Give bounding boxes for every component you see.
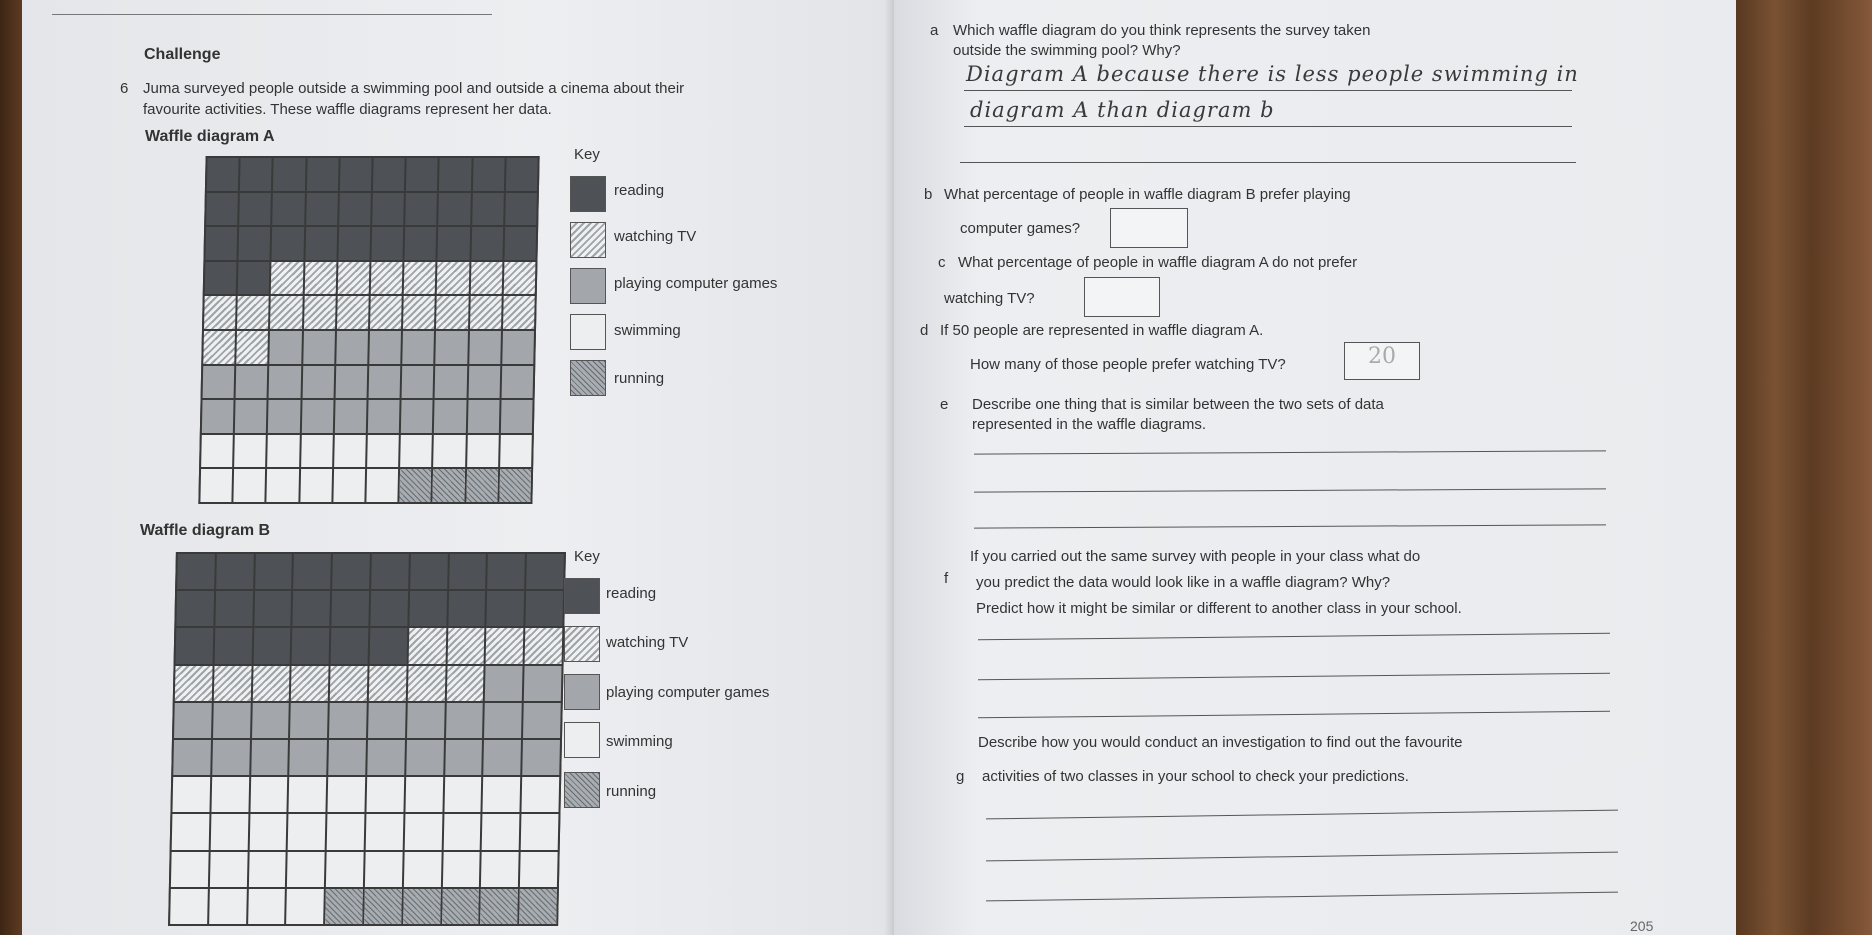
waffle-cell-reading <box>439 193 471 226</box>
waffle-cell-swimming <box>333 469 365 502</box>
waffle-cell-swimming <box>481 852 519 887</box>
waffle-cell-watching-tv <box>447 628 485 663</box>
waffle-cell-swimming <box>366 777 404 812</box>
waffle-cell-swimming <box>287 889 325 924</box>
waffle-cell-reading <box>505 193 537 226</box>
waffle-cell-watching-tv <box>237 296 269 329</box>
waffle-cell-swimming <box>366 814 404 849</box>
waffle-cell-playing-games <box>335 400 367 433</box>
waffle-cell-swimming <box>267 469 299 502</box>
waffle-cell-reading <box>472 193 504 226</box>
waffle-cell-playing-games <box>501 366 533 399</box>
answer-e-rule-1[interactable] <box>974 450 1606 454</box>
waffle-cell-swimming <box>268 435 300 468</box>
waffle-cell-watching-tv <box>408 628 446 663</box>
waffle-cell-swimming <box>300 469 332 502</box>
waffle-cell-playing-games <box>236 366 268 399</box>
waffle-cell-playing-games <box>368 703 406 738</box>
waffle-cell-reading <box>273 158 305 191</box>
answer-c-box[interactable] <box>1084 277 1160 317</box>
waffle-cell-reading <box>205 227 237 260</box>
waffle-cell-swimming <box>442 852 480 887</box>
waffle-cell-playing-games <box>467 400 499 433</box>
waffle-cell-swimming <box>467 435 499 468</box>
waffle-cell-reading <box>205 262 237 295</box>
question-d-letter: d <box>920 322 929 339</box>
waffle-cell-playing-games <box>484 703 522 738</box>
question-d-line-2: How many of those people prefer watching TV? <box>970 356 1286 373</box>
waffle-cell-reading <box>332 591 370 626</box>
answer-a-rule-3[interactable] <box>960 162 1576 163</box>
question-b-line-2: computer games? <box>960 220 1081 237</box>
waffle-cell-watching-tv <box>175 666 213 701</box>
intro-line-2: favourite activities. These waffle diagrams represent her data. <box>143 101 552 118</box>
waffle-cell-swimming <box>288 814 326 849</box>
question-f-line-3: Predict how it might be similar or different to another class in your school. <box>976 600 1462 617</box>
waffle-cell-swimming <box>500 435 532 468</box>
key-b-swim-label: swimming <box>606 733 673 750</box>
waffle-cell-swimming <box>404 852 442 887</box>
waffle-cell-reading <box>449 554 487 589</box>
waffle-cell-watching-tv <box>304 262 336 295</box>
waffle-cell-swimming <box>327 814 365 849</box>
waffle-cell-watching-tv <box>404 262 436 295</box>
waffle-cell-swimming <box>444 777 482 812</box>
key-a-swim-swatch <box>570 314 606 350</box>
key-a-reading-label: reading <box>614 182 665 199</box>
waffle-cell-running <box>364 889 402 924</box>
waffle-cell-playing-games <box>501 400 533 433</box>
waffle-cell-reading <box>255 554 293 589</box>
waffle-cell-swimming <box>366 469 398 502</box>
waffle-cell-playing-games <box>402 366 434 399</box>
waffle-cell-running <box>481 889 519 924</box>
waffle-cell-watching-tv <box>503 296 535 329</box>
waffle-cell-reading <box>371 554 409 589</box>
waffle-cell-watching-tv <box>470 262 502 295</box>
waffle-cell-watching-tv <box>338 262 370 295</box>
waffle-cell-reading <box>332 554 370 589</box>
question-c-line-1: What percentage of people in waffle diagram A do not prefer <box>958 254 1358 271</box>
waffle-cell-playing-games <box>301 400 333 433</box>
waffle-cell-reading <box>176 591 214 626</box>
left-page <box>22 0 894 935</box>
waffle-cell-reading <box>238 262 270 295</box>
waffle-cell-reading <box>253 628 291 663</box>
waffle-cell-reading <box>372 193 404 226</box>
waffle-cell-swimming <box>482 814 520 849</box>
question-f-line-2: you predict the data would look like in a waffle diagram? Why? <box>976 574 1391 591</box>
waffle-cell-swimming <box>328 777 366 812</box>
waffle-cell-playing-games <box>203 366 235 399</box>
waffle-cell-playing-games <box>402 331 434 364</box>
waffle-cell-swimming <box>172 814 210 849</box>
answer-e-rule-2[interactable] <box>974 488 1606 492</box>
waffle-cell-playing-games <box>484 740 522 775</box>
waffle-cell-swimming <box>211 777 249 812</box>
waffle-cell-watching-tv <box>370 296 402 329</box>
waffle-cell-reading <box>409 591 447 626</box>
waffle-cell-playing-games <box>446 703 484 738</box>
waffle-cell-playing-games <box>269 366 301 399</box>
waffle-cell-swimming <box>170 889 208 924</box>
waffle-cell-watching-tv <box>214 666 252 701</box>
waffle-cell-watching-tv <box>203 331 235 364</box>
question-c-line-2: watching TV? <box>944 290 1035 307</box>
waffle-cell-watching-tv <box>437 262 469 295</box>
waffle-cell-playing-games <box>235 400 267 433</box>
waffle-cell-watching-tv <box>204 296 236 329</box>
waffle-cell-reading <box>207 158 239 191</box>
page-number: 205 <box>1630 918 1654 934</box>
waffle-cell-playing-games <box>329 703 367 738</box>
waffle-cell-swimming <box>210 852 248 887</box>
waffle-cell-reading <box>177 554 215 589</box>
waffle-cell-playing-games <box>469 331 501 364</box>
waffle-cell-reading <box>471 227 503 260</box>
waffle-cell-reading <box>214 628 252 663</box>
waffle-cell-swimming <box>521 814 559 849</box>
waffle-cell-reading <box>254 591 292 626</box>
waffle-cell-playing-games <box>290 740 328 775</box>
key-b-swim-swatch <box>564 722 600 758</box>
answer-g-rule-1[interactable] <box>986 810 1618 820</box>
waffle-cell-reading <box>240 158 272 191</box>
waffle-cell-swimming <box>443 814 481 849</box>
waffle-cell-playing-games <box>523 703 561 738</box>
waffle-cell-reading <box>339 193 371 226</box>
waffle-cell-reading <box>438 227 470 260</box>
question-b-letter: b <box>924 186 933 203</box>
waffle-cell-swimming <box>301 435 333 468</box>
waffle-cell-playing-games <box>406 740 444 775</box>
waffle-cell-playing-games <box>434 400 466 433</box>
key-b-games-swatch <box>564 674 600 710</box>
answer-f-rule-3[interactable] <box>978 711 1610 719</box>
waffle-cell-watching-tv <box>371 262 403 295</box>
waffle-cell-swimming <box>404 814 442 849</box>
waffle-cell-reading <box>448 591 486 626</box>
waffle-cell-playing-games <box>407 703 445 738</box>
waffle-cell-reading <box>239 227 271 260</box>
waffle-cell-watching-tv <box>270 296 302 329</box>
waffle-cell-playing-games <box>436 331 468 364</box>
answer-f-rule-2[interactable] <box>978 673 1610 681</box>
key-b-title: Key <box>574 548 600 565</box>
waffle-cell-playing-games <box>173 740 211 775</box>
key-a-games-label: playing computer games <box>614 275 778 292</box>
waffle-cell-running <box>433 469 465 502</box>
key-b-tv-swatch <box>564 626 600 662</box>
waffle-cell-swimming <box>522 777 560 812</box>
waffle-cell-running <box>519 889 557 924</box>
question-g-letter: g <box>956 768 965 785</box>
waffle-cell-watching-tv <box>304 296 336 329</box>
waffle-cell-reading <box>526 591 564 626</box>
waffle-cell-reading <box>370 628 408 663</box>
question-e-line-2: represented in the waffle diagrams. <box>972 416 1207 433</box>
waffle-cell-swimming <box>201 435 233 468</box>
intro-line-1: Juma surveyed people outside a swimming pool and outside a cinema about their <box>143 80 685 97</box>
waffle-cell-reading <box>292 628 330 663</box>
waffle-cell-playing-games <box>213 703 251 738</box>
waffle-cell-reading <box>272 227 304 260</box>
waffle-cell-reading <box>473 158 505 191</box>
waffle-cell-watching-tv <box>236 331 268 364</box>
answer-b-box[interactable] <box>1110 208 1188 248</box>
waffle-cell-reading <box>439 158 471 191</box>
waffle-cell-swimming <box>250 777 288 812</box>
waffle-cell-playing-games <box>268 400 300 433</box>
waffle-cell-playing-games <box>290 703 328 738</box>
waffle-cell-playing-games <box>336 331 368 364</box>
answer-f-rule-1[interactable] <box>978 633 1610 641</box>
waffle-cell-swimming <box>289 777 327 812</box>
question-e-line-1: Describe one thing that is similar between the two sets of data <box>972 396 1384 413</box>
waffle-cell-reading <box>305 227 337 260</box>
waffle-cell-reading <box>273 193 305 226</box>
answer-a-rule-1[interactable] <box>964 90 1572 91</box>
waffle-cell-swimming <box>209 889 247 924</box>
waffle-cell-swimming <box>172 777 210 812</box>
waffle-diagram-b <box>168 552 566 926</box>
waffle-cell-running <box>403 889 441 924</box>
waffle-cell-playing-games <box>485 666 523 701</box>
waffle-cell-reading <box>526 554 564 589</box>
waffle-cell-watching-tv <box>330 666 368 701</box>
waffle-cell-swimming <box>248 889 286 924</box>
key-a-games-swatch <box>570 268 606 304</box>
waffle-cell-reading <box>176 628 214 663</box>
key-a-title: Key <box>574 146 600 163</box>
waffle-cell-playing-games <box>202 400 234 433</box>
waffle-cell-reading <box>371 227 403 260</box>
waffle-cell-reading <box>338 227 370 260</box>
waffle-cell-watching-tv <box>337 296 369 329</box>
waffle-cell-playing-games <box>174 703 212 738</box>
question-number: 6 <box>120 80 129 97</box>
waffle-cell-playing-games <box>335 366 367 399</box>
waffle-cell-running <box>499 469 531 502</box>
question-c-letter: c <box>938 254 946 271</box>
waffle-cell-playing-games <box>367 740 405 775</box>
waffle-cell-reading <box>215 591 253 626</box>
waffle-cell-reading <box>206 193 238 226</box>
waffle-cell-reading <box>487 591 525 626</box>
waffle-cell-reading <box>405 227 437 260</box>
waffle-cell-playing-games <box>270 331 302 364</box>
key-a-tv-swatch <box>570 222 606 258</box>
waffle-cell-swimming <box>405 777 443 812</box>
waffle-cell-reading <box>373 158 405 191</box>
answer-a-rule-2[interactable] <box>964 126 1572 127</box>
waffle-cell-swimming <box>249 814 287 849</box>
page-top-rule <box>52 14 492 15</box>
waffle-cell-playing-games <box>212 740 250 775</box>
waffle-cell-playing-games <box>369 366 401 399</box>
waffle-cell-swimming <box>326 852 364 887</box>
waffle-cell-swimming <box>365 852 403 887</box>
waffle-cell-reading <box>370 591 408 626</box>
question-f-line-1: If you carried out the same survey with people in your class what do <box>970 548 1421 565</box>
waffle-cell-watching-tv <box>408 666 446 701</box>
waffle-cell-watching-tv <box>504 262 536 295</box>
waffle-cell-playing-games <box>252 703 290 738</box>
waffle-cell-playing-games <box>524 666 562 701</box>
waffle-cell-swimming <box>248 852 286 887</box>
waffle-cell-playing-games <box>445 740 483 775</box>
waffle-cell-reading <box>331 628 369 663</box>
waffle-cell-reading <box>293 591 331 626</box>
waffle-cell-reading <box>307 158 339 191</box>
answer-g-rule-2[interactable] <box>986 852 1618 862</box>
waffle-cell-playing-games <box>302 366 334 399</box>
waffle-cell-swimming <box>234 469 266 502</box>
waffle-cell-playing-games <box>328 740 366 775</box>
waffle-cell-playing-games <box>303 331 335 364</box>
waffle-cell-watching-tv <box>403 296 435 329</box>
waffle-cell-swimming <box>287 852 325 887</box>
waffle-cell-playing-games <box>502 331 534 364</box>
answer-e-rule-3[interactable] <box>974 524 1606 528</box>
question-f-letter: f <box>944 570 949 587</box>
waffle-cell-reading <box>306 193 338 226</box>
waffle-cell-reading <box>506 158 538 191</box>
waffle-cell-watching-tv <box>271 262 303 295</box>
key-b-reading-label: reading <box>606 585 657 602</box>
table-surface-right <box>1722 0 1872 935</box>
waffle-cell-swimming <box>171 852 209 887</box>
waffle-cell-running <box>466 469 498 502</box>
question-a-line-1: Which waffle diagram do you think represents the survey taken <box>953 22 1371 39</box>
waffle-cell-reading <box>216 554 254 589</box>
waffle-cell-running <box>325 889 363 924</box>
key-b-tv-label: watching TV <box>606 634 689 651</box>
key-b-reading-swatch <box>564 578 600 614</box>
waffle-cell-watching-tv <box>252 666 290 701</box>
waffle-cell-swimming <box>520 852 558 887</box>
waffle-cell-swimming <box>210 814 248 849</box>
waffle-cell-swimming <box>400 435 432 468</box>
question-g-line-2: activities of two classes in your school to check your predictions. <box>982 768 1409 785</box>
question-e-letter: e <box>940 396 949 413</box>
waffle-a-title: Waffle diagram A <box>145 128 275 145</box>
waffle-cell-playing-games <box>251 740 289 775</box>
answer-d-value: 20 <box>1368 344 1396 369</box>
key-b-games-label: playing computer games <box>606 684 770 701</box>
question-a-line-2: outside the swimming pool? Why? <box>953 42 1181 59</box>
waffle-cell-playing-games <box>369 331 401 364</box>
waffle-cell-reading <box>410 554 448 589</box>
question-d-line-1: If 50 people are represented in waffle diagram A. <box>940 322 1264 339</box>
waffle-cell-watching-tv <box>446 666 484 701</box>
waffle-cell-watching-tv <box>486 628 524 663</box>
waffle-cell-playing-games <box>368 400 400 433</box>
key-a-run-swatch <box>570 360 606 396</box>
waffle-cell-reading <box>504 227 536 260</box>
waffle-cell-swimming <box>483 777 521 812</box>
waffle-cell-reading <box>405 193 437 226</box>
waffle-cell-watching-tv <box>470 296 502 329</box>
waffle-cell-watching-tv <box>525 628 563 663</box>
waffle-cell-running <box>442 889 480 924</box>
waffle-cell-running <box>400 469 432 502</box>
waffle-cell-reading <box>239 193 271 226</box>
waffle-cell-reading <box>294 554 332 589</box>
question-g-line-1: Describe how you would conduct an investigation to find out the favourite <box>978 734 1463 751</box>
key-a-tv-label: watching TV <box>614 228 697 245</box>
waffle-cell-playing-games <box>522 740 560 775</box>
answer-a-line-2: diagram A than diagram b <box>970 98 1275 122</box>
waffle-cell-watching-tv <box>291 666 329 701</box>
waffle-cell-swimming <box>434 435 466 468</box>
waffle-cell-watching-tv <box>436 296 468 329</box>
waffle-cell-swimming <box>234 435 266 468</box>
waffle-cell-swimming <box>334 435 366 468</box>
waffle-cell-reading <box>406 158 438 191</box>
answer-a-line-1: Diagram A because there is less people swimming in <box>966 62 1579 86</box>
question-b-line-1: What percentage of people in waffle diagram B prefer playing <box>944 186 1351 203</box>
question-a-letter: a <box>930 22 939 39</box>
waffle-cell-swimming <box>367 435 399 468</box>
waffle-cell-swimming <box>200 469 232 502</box>
key-b-run-label: running <box>606 783 657 800</box>
key-a-reading-swatch <box>570 176 606 212</box>
key-b-run-swatch <box>564 772 600 808</box>
waffle-cell-playing-games <box>468 366 500 399</box>
waffle-cell-reading <box>340 158 372 191</box>
right-page <box>894 0 1736 935</box>
waffle-cell-watching-tv <box>369 666 407 701</box>
key-a-swim-label: swimming <box>614 322 681 339</box>
answer-g-rule-3[interactable] <box>986 892 1618 902</box>
key-a-run-label: running <box>614 370 665 387</box>
waffle-cell-reading <box>488 554 526 589</box>
waffle-diagram-a <box>198 156 539 504</box>
waffle-cell-playing-games <box>401 400 433 433</box>
waffle-cell-playing-games <box>435 366 467 399</box>
challenge-heading: Challenge <box>144 46 221 63</box>
waffle-b-title: Waffle diagram B <box>140 522 271 539</box>
